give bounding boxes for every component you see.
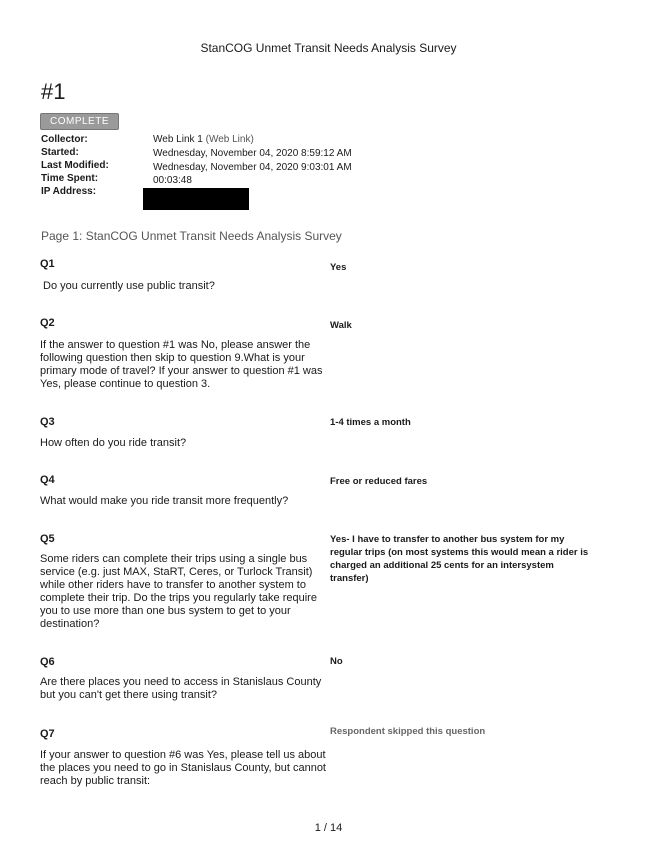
question-label: Q3 (40, 416, 55, 428)
time-spent-value: 00:03:48 (153, 175, 192, 186)
question-text: Are there places you need to access in Stanislaus County but you can't get there using transit? (40, 676, 322, 701)
answer-text: Yes- I have to transfer to another bus system for my regular trips (on most systems this would mean a rider is charged an additional 25 cents for an intersystem transfer) (330, 534, 589, 584)
collector-type: (Web Link) (205, 134, 254, 145)
answer-skipped-text: Respondent skipped this question (330, 726, 486, 737)
question-text: If the answer to question #1 was No, please answer the following question then skip to question 9.What is your primary mode of travel? If your answer to question #1 was Yes, please continue to question 3. (40, 339, 323, 390)
ip-address-redaction (143, 188, 249, 210)
page-indicator: 1 / 14 (314, 822, 343, 834)
question-text: Do you currently use public transit? (43, 280, 215, 292)
survey-title: StanCOG Unmet Transit Needs Analysis Survey (200, 41, 457, 55)
collector-name: Web Link 1 (153, 134, 203, 145)
question-label: Q6 (40, 656, 55, 668)
response-number: #1 (41, 79, 66, 104)
time-spent-label: Time Spent: (41, 173, 99, 184)
started-value: Wednesday, November 04, 2020 8:59:12 AM (153, 148, 352, 159)
answer-text: Free or reduced fares (330, 476, 428, 487)
question-text: What would make you ride transit more frequently? (40, 495, 289, 507)
last-modified-value: Wednesday, November 04, 2020 9:03:01 AM (153, 162, 352, 173)
last-modified-label: Last Modified: (41, 160, 109, 171)
question-text: Some riders can complete their trips using a single bus service (e.g. just MAX, StaRT, Ceres, or Turlock Transit) while other riders have to transfer to another system to complete their trip. Do the trips you regularly take require you to use more than one bus system to get to your destination? (40, 553, 317, 630)
ip-address-label: IP Address: (41, 186, 97, 197)
question-label: Q1 (40, 258, 55, 270)
question-text: How often do you ride transit? (40, 437, 187, 449)
status-badge: COMPLETE (40, 113, 119, 130)
answer-text: No (330, 656, 343, 667)
question-text: If your answer to question #6 was Yes, please tell us about the places you need to go in Stanislaus County, but cannot reach by public transit: (40, 749, 326, 787)
question-label: Q5 (40, 533, 55, 545)
answer-text: Yes (330, 262, 347, 273)
question-label: Q2 (40, 317, 55, 329)
page-heading: Page 1: StanCOG Unmet Transit Needs Analysis Survey (41, 229, 342, 243)
answer-text: Walk (330, 320, 352, 331)
collector-value (153, 134, 254, 145)
answer-text: 1-4 times a month (330, 417, 411, 428)
question-label: Q4 (40, 474, 55, 486)
question-label: Q7 (40, 728, 55, 740)
collector-label: Collector: (41, 134, 88, 145)
started-label: Started: (41, 147, 79, 158)
